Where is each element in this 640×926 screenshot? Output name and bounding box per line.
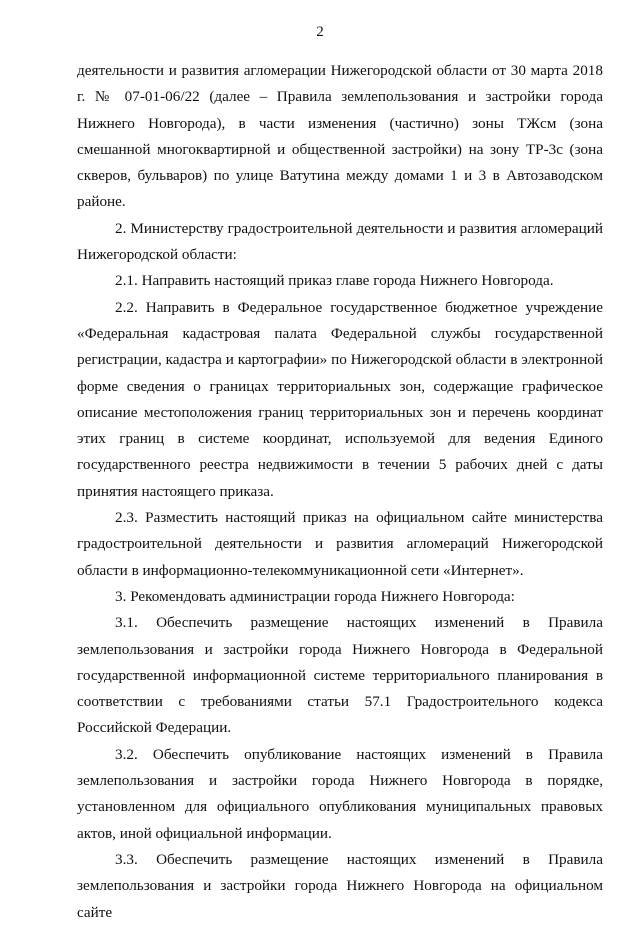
- paragraph-2-1: 2.1. Направить настоящий приказ главе города Нижнего Новгорода.: [115, 272, 554, 290]
- paragraph-3: 3. Рекомендовать администрации города Нижнего Новгорода:: [115, 587, 515, 605]
- paragraph-2-2: 2.2. Направить в Федеральное государственное бюджетное учреждение «Федеральная кадастровая палата Федеральной службы государственной регистрации, кадастра и картографии» по Нижегородской области в электронной форме сведения о границах территориальных зон, содержащие графическое описание местоположения границ территориальных зон и перечень координат этих границ в системе координат, используемой для ведения Единого государственного реестра недвижимости в течении 5 рабочих дней с даты принятия настоящего приказа.: [77, 298, 603, 500]
- paragraph-3-3: 3.3. Обеспечить размещение настоящих изменений в Правила землепользования и застройки города Нижнего Новгорода на официальном сайте: [77, 850, 603, 921]
- paragraph-continuation: деятельности и развития агломерации Нижегородской области от 30 марта 2018 г. № 07-01-06/22 (далее – Правила землепользования и застройки города Нижнего Новгорода), в части изменения (частично) зоны ТЖсм (зона смешанной многоквартирной и общественной застройки) на зону ТР-3с (зона скверов, бульваров) по улице Ватутина между домами 1 и 3 в Автозаводском районе.: [77, 62, 603, 211]
- paragraph-2: 2. Министерству градостроительной деятельности и развития агломераций Нижегородской области:: [77, 219, 603, 264]
- paragraph-3-2: 3.2. Обеспечить опубликование настоящих изменений в Правила землепользования и застройки города Нижнего Новгорода в порядке, установленном для официального опубликования муниципальных правовых актов, иной официальной информации.: [77, 745, 603, 842]
- paragraph-3-1: 3.1. Обеспечить размещение настоящих изменений в Правила землепользования и застройки города Нижнего Новгорода в Федеральной государственной информационной системе территориального планирования в соответствии с требованиями статьи 57.1 Градостроительного кодекса Российской Федерации.: [77, 614, 603, 737]
- paragraph-2-3: 2.3. Разместить настоящий приказ на официальном сайте министерства градостроительной деятельности и развития агломераций Нижегородской области в информационно-телекоммуникационной сети «Интернет».: [77, 509, 603, 579]
- page-number: 2: [316, 24, 324, 40]
- document-body: [77, 58, 603, 926]
